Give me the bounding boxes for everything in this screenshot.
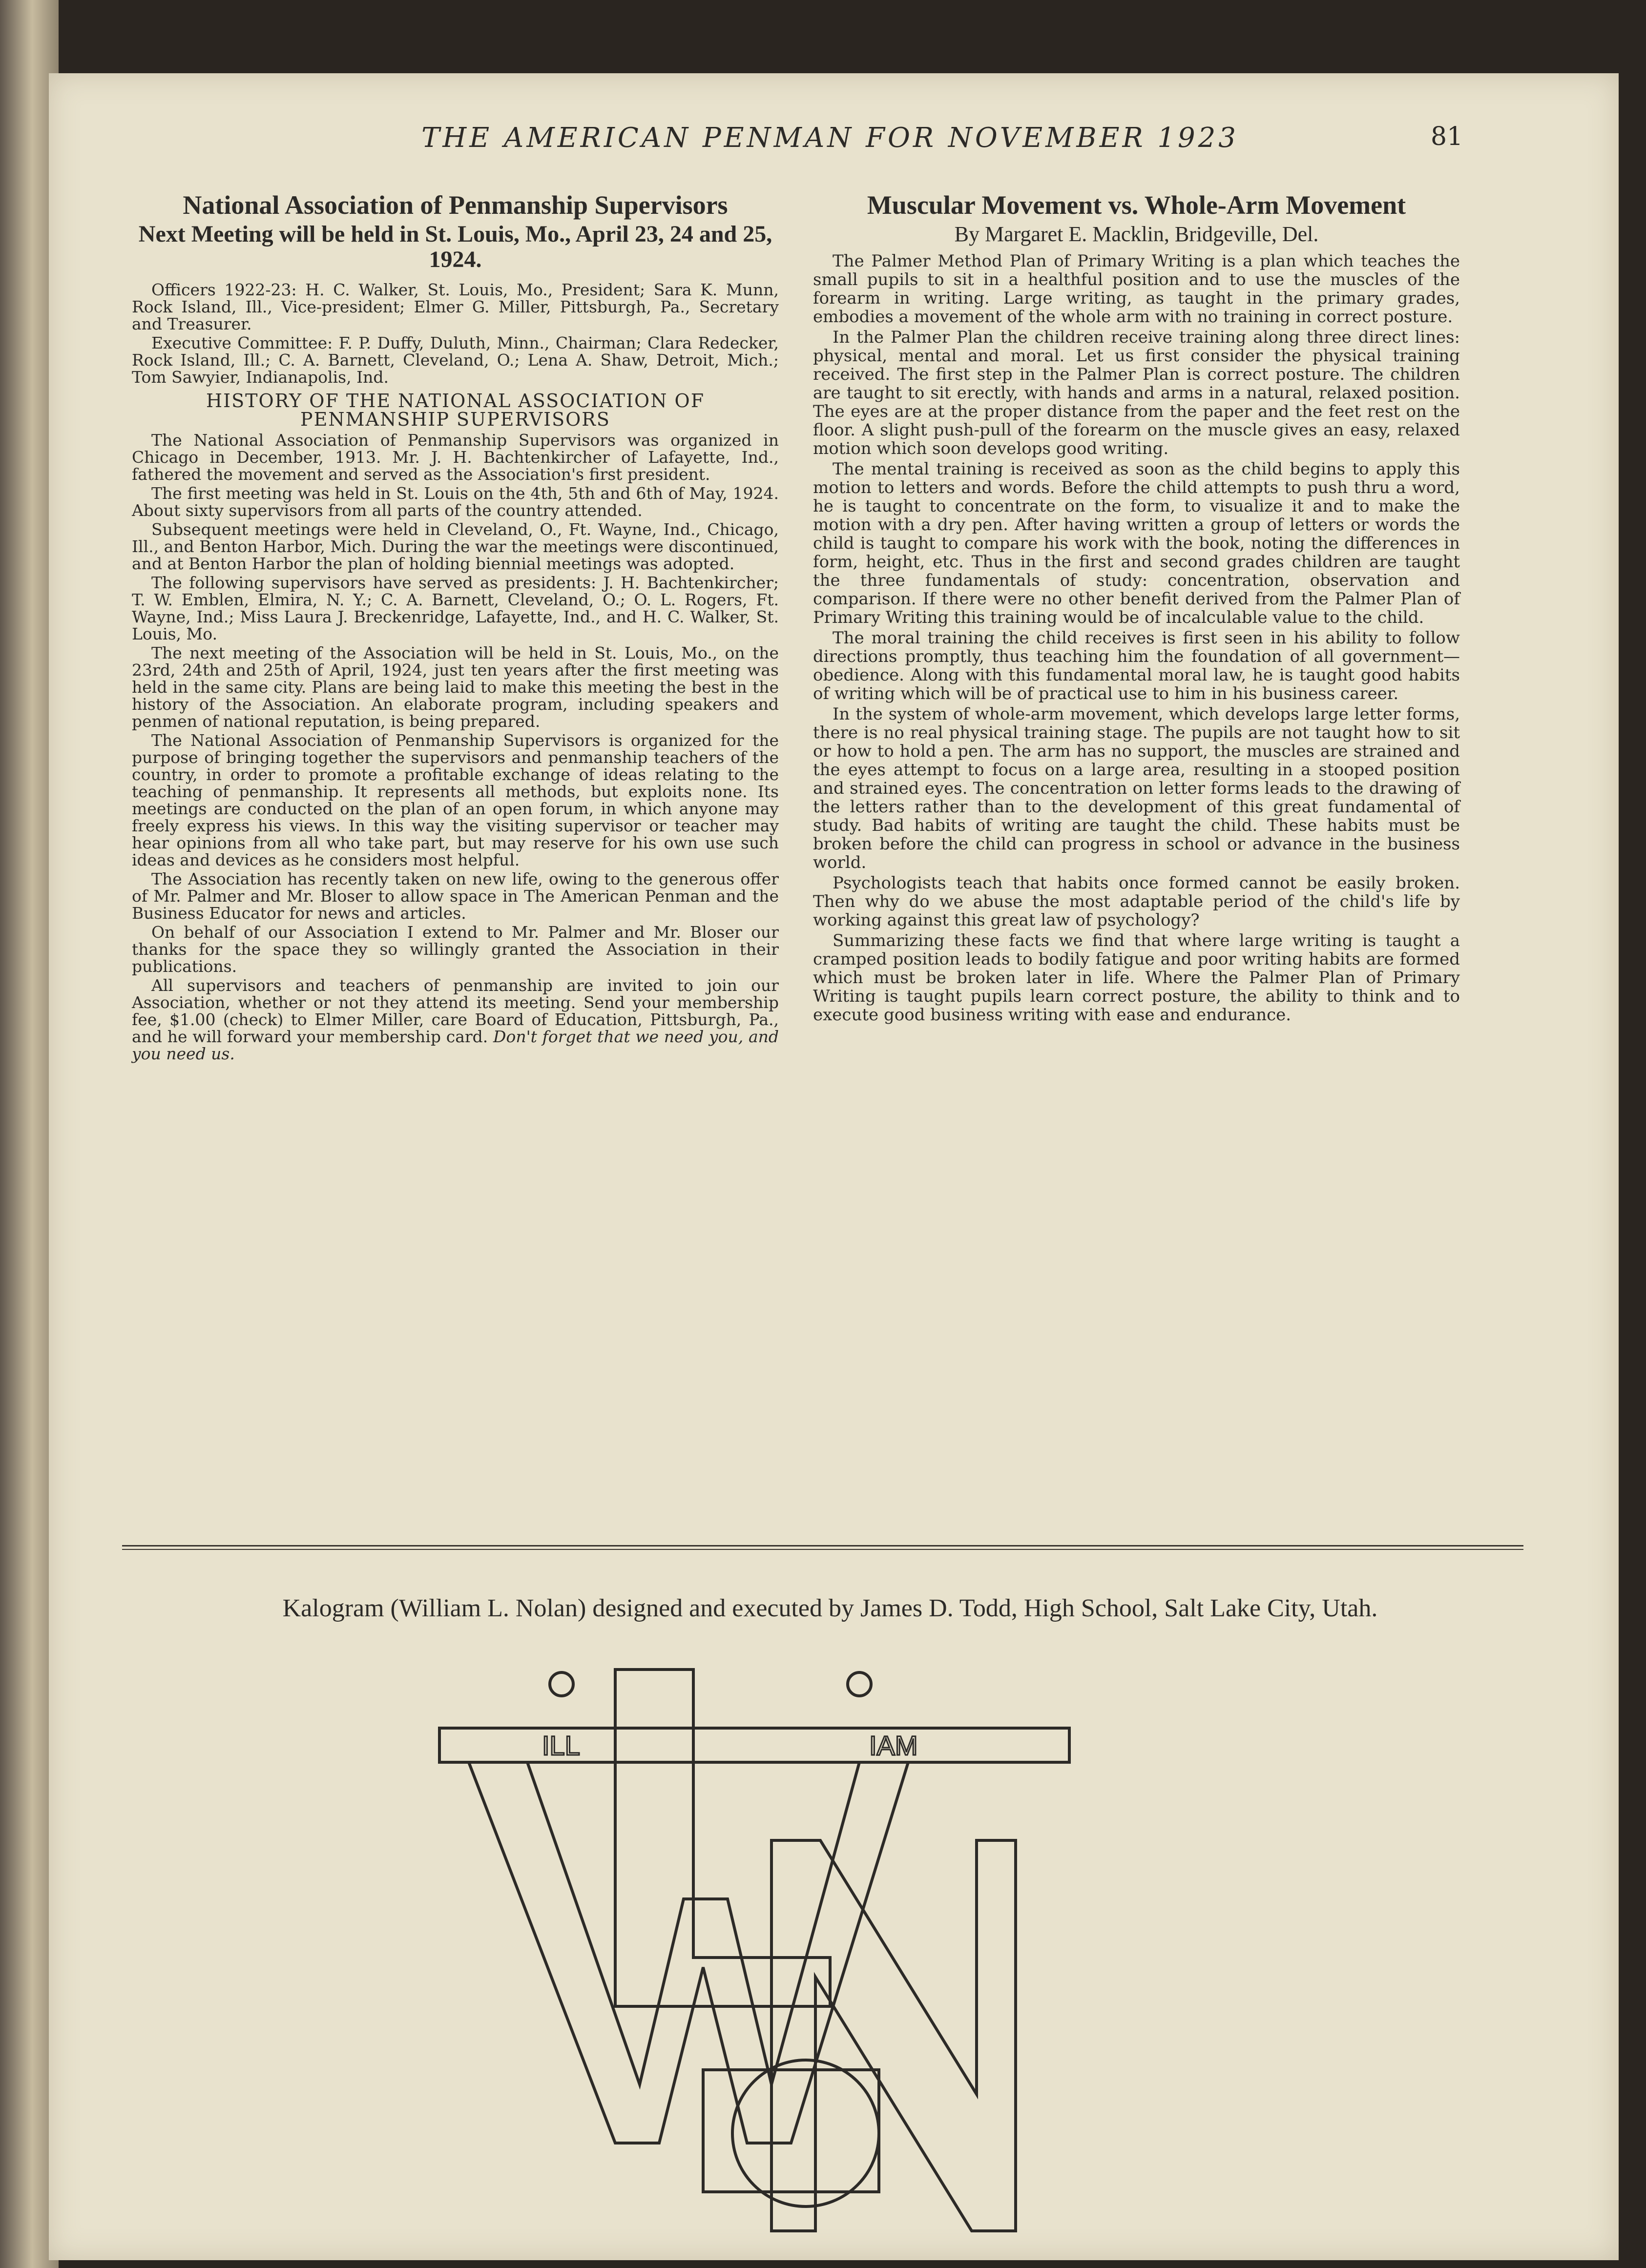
magazine-page: [49, 73, 1619, 2260]
closing-emphasis: Don't forget that we need you, and you need us.: [132, 1027, 779, 1063]
history-paragraph: Subsequent meetings were held in Cleveland, O., Ft. Wayne, Ind., Chicago, Ill., and Benton Harbor, Mich. During the war the meetings were discontinued, and at Benton Harbor the plan of holding biennial meetings was adopted.: [132, 520, 779, 573]
running-head: THE AMERICAN PENMAN FOR NOVEMBER 1923: [421, 122, 1239, 154]
history-paragraph: The first meeting was held in St. Louis on the 4th, 5th and 6th of May, 1924. About sixty supervisors from all parts of the country attended.: [132, 484, 779, 520]
history-paragraph: The Association has recently taken on new life, owing to the generous offer of Mr. Palmer and Mr. Bloser to allow space in The American Penman and the Business Educator for news and articles.: [132, 869, 779, 923]
article-paragraph: In the system of whole-arm movement, which develops large letter forms, there is no real physical training stage. The pupils are not taught how to sit or how to hold a pen. The arm has no support, the muscles are strained and the eyes attempt to focus on a large area, resulting in a stooped position and strained eyes. The concentration on letter forms leads to the drawing of the letters rather than to the development of this great fundamental of study. Bad habits of writing are taught the child. These habits must be broken before the child can progress in school or advance in the business world.: [813, 704, 1460, 872]
officers-paragraph: Officers 1922-23: H. C. Walker, St. Louis, Mo., President; Sara K. Munn, Rock Island, Ill., Vice-president; Elmer G. Miller, Pittsburgh, Pa., Secretary and Treasurer.: [132, 280, 779, 333]
ornament-circle: [550, 1672, 573, 1696]
article-paragraph: Summarizing these facts we find that where large writing is taught a cramped position leads to bodily fatigue and poor writing habits are formed which must be broken later in life. Where the Palmer Plan of Primary Writing is taught pupils learn correct posture, the ability to think and to execute good business writing with ease and endurance.: [813, 931, 1460, 1025]
article-paragraph: Psychologists teach that habits once formed cannot be easily broken. Then why do we abuse the most adaptable period of the child's life by working against this great law of psychology?: [813, 873, 1460, 930]
right-column: [813, 190, 1460, 1026]
crossbar: [439, 1728, 1069, 1762]
article-paragraph: The Palmer Method Plan of Primary Writing is a plan which teaches the small pupils to sit in a healthful position and to use the muscles of the forearm in writing. Large writing, as taught in the primary grades, embodies a movement of the whole arm with no training in correct posture.: [813, 251, 1460, 327]
kalogram-caption: Kalogram (William L. Nolan) designed and executed by James D. Todd, High School, Salt Lake City, Utah.: [282, 1594, 1378, 1622]
article-paragraph: The moral training the child receives is first seen in his ability to follow directions promptly, thus teaching him the foundation of all government—obedience. Along with this fundamental moral law, he is taught good habits of writing which will be of practical use to him in his business career.: [813, 628, 1460, 703]
history-paragraph: The National Association of Penmanship Supervisors is organized for the purpose of bringing together the supervisors and penmanship teachers of the country, in order to promote a profitable exchange of ideas relating to the teaching of penmanship. It represents all methods, but exploits none. Its meetings are conducted on the plan of an open forum, in which anyone may freely express his views. In this way the visiting supervisor or teacher may hear opinions from all who take part, but may reserve for his own use such ideas and devices as he considers most helpful.: [132, 731, 779, 869]
history-paragraph: The National Association of Penmanship Supervisors was organized in Chicago in December, 1913. Mr. J. H. Bachtenkircher of Lafayette, Ind., fathered the movement and served as the Association's first president.: [132, 431, 779, 484]
letter-l: [615, 1670, 830, 2006]
history-paragraph: On behalf of our Association I extend to Mr. Palmer and Mr. Bloser our thanks for the space they so willingly granted the Association in their publications.: [132, 923, 779, 976]
kalogram-letters-ill: ILL: [542, 1730, 580, 1761]
section-divider: [122, 1545, 1523, 1546]
history-heading: HISTORY OF THE NATIONAL ASSOCIATION OF PENMANSHIP SUPERVISORS: [206, 390, 705, 430]
meeting-announcement: Next Meeting will be held in St. Louis, Mo., April 23, 24 and 25, 1924.: [138, 221, 772, 272]
letter-w: [469, 1762, 908, 2143]
kalogram-monogram: [430, 1655, 1162, 2250]
history-paragraph: The next meeting of the Association will be held in St. Louis, Mo., on the 23rd, 24th and 25th of April, 1924, just ten years after the first meeting was held in the same city. Plans are being laid to make this meeting the best in the history of the Association. An elaborate program, including speakers and penmen of national reputation, is being prepared.: [132, 643, 779, 731]
letter-o: [732, 2060, 879, 2206]
article-paragraph: The mental training is received as soon as the child begins to apply this motion to letters and words. Before the child attempts to push thru a word, he is taught to concentrate on the form, to visualize it and to make the motion with a dry pen. After having written a group of letters or words the child is taught to compare his work with the book, noting the differences in form, height, etc. Thus in the first and second grades children are taught the three fundamentals of study: concentration, observation and comparison. If there were no other benefit derived from the Palmer Plan of Primary Writing this training would be of incalculable value to the child.: [813, 459, 1460, 627]
letter-block: [703, 2070, 879, 2192]
kalogram-letters-iam: IAM: [869, 1730, 918, 1761]
right-article-title: Muscular Movement vs. Whole-Arm Movement: [867, 190, 1406, 220]
closing-paragraph: [132, 977, 779, 1062]
section-divider: [122, 1549, 1523, 1550]
page-number: 81: [1431, 122, 1463, 151]
byline: By Margaret E. Macklin, Bridgeville, Del.: [954, 222, 1319, 246]
letter-n: [771, 1840, 1016, 2231]
committee-paragraph: Executive Committee: F. P. Duffy, Duluth, Minn., Chairman; Clara Redecker, Rock Island, Ill.; C. A. Barnett, Cleveland, O.; Lena A. Shaw, Detroit, Mich.; Tom Sawyier, Indianapolis, Ind.: [132, 333, 779, 387]
article-paragraph: In the Palmer Plan the children receive training along three direct lines: physical, mental and moral. Let us first consider the physical training received. The first step in the Palmer Plan is correct posture. The children are taught to sit erectly, with hands and arms in a natural, relaxed position. The eyes are at the proper distance from the paper and the feet rest on the floor. A slight push-pull of the forearm on the muscle gives an easy, relaxed motion which soon develops good writing.: [813, 328, 1460, 458]
history-paragraph: The following supervisors have served as presidents: J. H. Bachtenkircher; T. W. Emblen, Elmira, N. Y.; C. A. Barnett, Cleveland, O.; O. L. Rogers, Ft. Wayne, Ind.; Miss Laura J. Breckenridge, Lafayette, Ind., and H. C. Walker, St. Louis, Mo.: [132, 573, 779, 643]
ornament-circle: [848, 1672, 871, 1696]
closing-text: All supervisors and teachers of penmanship are invited to join our Association, whether or not they attend its meeting. Send your membership fee, $1.00 (check) to Elmer Miller, care Board of Education, Pittsburgh, Pa., and he will forward your membership card.: [132, 976, 779, 1046]
left-article-title: National Association of Penmanship Supervisors: [183, 190, 728, 220]
left-column: [132, 190, 779, 1064]
